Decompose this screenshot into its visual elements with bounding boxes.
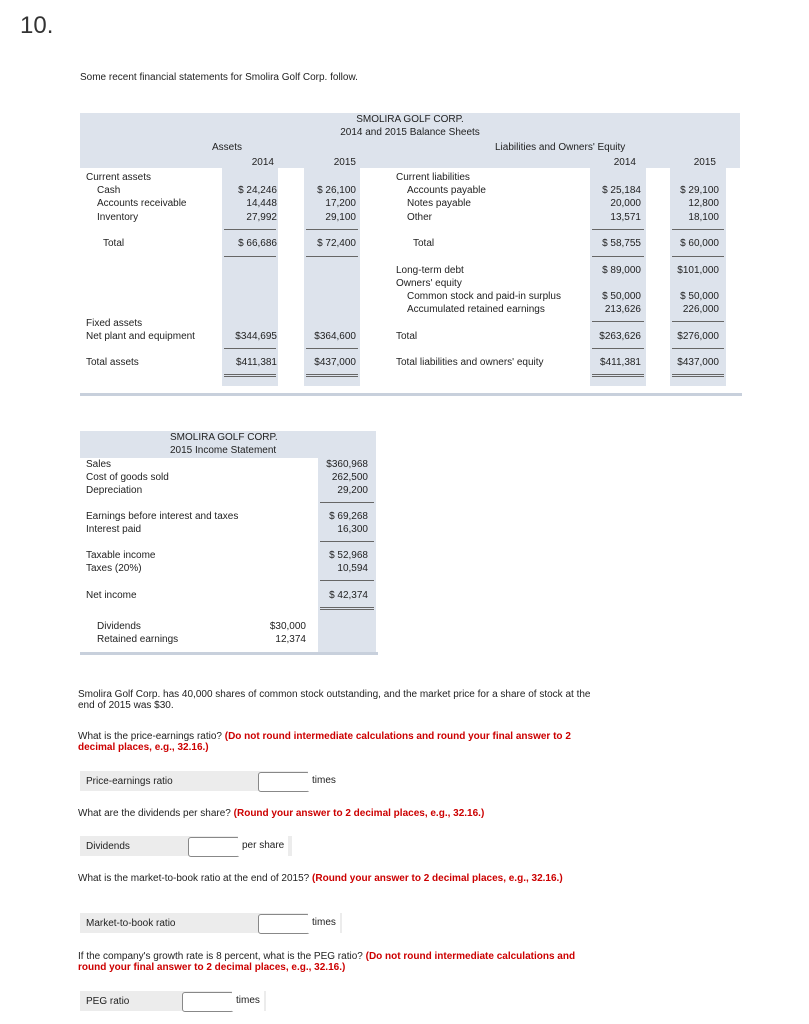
sum-rule: [672, 229, 724, 230]
taxable-label: Taxable income: [86, 550, 156, 561]
ltd-2014: $ 89,000: [602, 265, 641, 276]
sum-rule: [672, 256, 724, 257]
info-text: Smolira Golf Corp. has 40,000 shares of common stock outstanding, and the market price for a share of stock at the end of 2015 was $30.: [78, 689, 591, 711]
other-2015: 18,100: [688, 212, 719, 223]
is-subtitle: 2015 Income Statement: [170, 445, 277, 456]
cogs-value: 262,500: [331, 472, 368, 483]
interest-label: Interest paid: [86, 524, 142, 535]
cash-2015: $ 26,100: [317, 185, 356, 196]
dividends-label: Dividends: [97, 621, 141, 632]
interest-value: 16,300: [337, 524, 368, 535]
dep-label: Depreciation: [86, 485, 143, 496]
bs-title: SMOLIRA GOLF CORP.: [356, 114, 464, 125]
mtb-answer-row: [80, 913, 342, 933]
total-le-2015: $437,000: [677, 357, 719, 368]
cs-2015: $ 50,000: [680, 291, 719, 302]
ltd-label: Long-term debt: [396, 265, 464, 276]
sum-rule: [592, 229, 644, 230]
bs-bottom-rule: [80, 393, 742, 396]
mtb-label: Market-to-book ratio: [86, 918, 176, 929]
sum-rule: [306, 348, 358, 349]
retained-value: 12,374: [275, 634, 306, 645]
bs-subtitle: 2014 and 2015 Balance Sheets: [340, 127, 480, 138]
ltd-2015: $101,000: [677, 265, 719, 276]
mtb-unit: times: [308, 913, 340, 933]
np-2015: 12,800: [688, 198, 719, 209]
inventory-2014: 27,992: [246, 212, 277, 223]
cash-label: Cash: [97, 185, 121, 196]
re-2015: 226,000: [682, 304, 719, 315]
re-label: Accumulated retained earnings: [407, 304, 545, 315]
sum-rule: [320, 502, 374, 503]
ebit-label: Earnings before interest and taxes: [86, 511, 239, 522]
question-1: What is the price-earnings ratio? (Do not round intermediate calculations and round your final answer to 2 decimal places, e.g., 32.16.): [78, 731, 571, 753]
sum-rule: [224, 229, 276, 230]
sum-rule: [592, 321, 644, 322]
taxes-label: Taxes (20%): [86, 563, 142, 574]
liab-header: Liabilities and Owners' Equity: [495, 142, 626, 153]
np-2014: 20,000: [610, 198, 641, 209]
sum-rule: [224, 256, 276, 257]
inventory-label: Inventory: [97, 212, 139, 223]
question-3: What is the market-to-book ratio at the end of 2015? (Round your answer to 2 decimal places, e.g., 32.16.): [78, 873, 563, 884]
year-2015: 2015: [333, 157, 356, 168]
peg-label: PEG ratio: [86, 996, 130, 1007]
current-assets-heading: Current assets: [86, 172, 152, 183]
taxes-value: 10,594: [337, 563, 368, 574]
ap-2015: $ 29,100: [680, 185, 719, 196]
sum-rule: [224, 348, 276, 349]
sum-rule: [592, 348, 644, 349]
total-le-2014: $411,381: [600, 357, 641, 368]
ebit-value: $ 69,268: [329, 511, 368, 522]
ar-label: Accounts receivable: [97, 198, 187, 209]
total-cl-2014: $ 58,755: [602, 238, 641, 249]
sales-value: $360,968: [326, 459, 368, 470]
cogs-label: Cost of goods sold: [86, 472, 169, 483]
total-oe-2015: $276,000: [677, 331, 719, 342]
ar-2015: 17,200: [325, 198, 356, 209]
total-oe-2014: $263,626: [599, 331, 641, 342]
total-rule: [592, 374, 644, 377]
np-label: Notes payable: [407, 198, 471, 209]
total-cl-label: Total: [413, 238, 435, 249]
total-rule: [306, 374, 358, 377]
mtb-input[interactable]: [258, 914, 310, 934]
inventory-2015: 29,100: [325, 212, 356, 223]
total-rule: [224, 374, 276, 377]
dps-answer-row: [80, 836, 292, 856]
question-number: 10.: [20, 12, 54, 39]
npe-2015: $364,600: [314, 331, 356, 342]
sum-rule: [320, 541, 374, 542]
sum-rule: [592, 256, 644, 257]
dep-value: 29,200: [337, 485, 368, 496]
total-ca-2014: $ 66,686: [238, 238, 277, 249]
total-oe-label: Total: [396, 331, 418, 342]
net-label: Net income: [86, 590, 137, 601]
retained-label: Retained earnings: [97, 634, 179, 645]
sum-rule: [306, 256, 358, 257]
npe-2014: $344,695: [235, 331, 277, 342]
total-cl-2015: $ 60,000: [680, 238, 719, 249]
sum-rule: [672, 321, 724, 322]
pe-answer-row: [80, 771, 338, 791]
net-value: $ 42,374: [329, 590, 368, 601]
cs-2014: $ 50,000: [602, 291, 641, 302]
total-assets-2015: $437,000: [314, 357, 356, 368]
cs-label: Common stock and paid-in surplus: [407, 291, 561, 302]
fixed-assets-heading: Fixed assets: [86, 318, 143, 329]
npe-label: Net plant and equipment: [86, 331, 195, 342]
taxable-value: $ 52,968: [329, 550, 368, 561]
peg-unit: times: [232, 991, 264, 1011]
total-ca-2015: $ 72,400: [317, 238, 356, 249]
ap-2014: $ 25,184: [602, 185, 641, 196]
is-title: SMOLIRA GOLF CORP.: [170, 432, 278, 443]
pe-unit: times: [308, 771, 340, 791]
intro-text: Some recent financial statements for Smolira Golf Corp. follow.: [80, 72, 358, 83]
total-assets-label: Total assets: [86, 357, 139, 368]
sales-label: Sales: [86, 459, 112, 470]
pe-label: Price-earnings ratio: [86, 776, 173, 787]
pe-input[interactable]: [258, 772, 310, 792]
total-rule: [672, 374, 724, 377]
question-4: If the company's growth rate is 8 percent, what is the PEG ratio? (Do not round intermediate calculations and round your final answer to 2 decimal places, e.g., 32.16.): [78, 951, 576, 973]
sum-rule: [672, 348, 724, 349]
year-2014: 2014: [251, 157, 274, 168]
current-liab-heading: Current liabilities: [396, 172, 470, 183]
question-2: What are the dividends per share? (Round your answer to 2 decimal places, e.g., 32.16.): [78, 808, 485, 819]
dividends-value: $30,000: [269, 621, 306, 632]
dps-label: Dividends: [86, 841, 130, 852]
other-label: Other: [407, 212, 433, 223]
re-2014: 213,626: [604, 304, 641, 315]
total-ca-label: Total: [103, 238, 125, 249]
peg-answer-row: [80, 991, 266, 1011]
year-2014: 2014: [613, 157, 636, 168]
sum-rule: [306, 229, 358, 230]
dps-unit: per share: [238, 836, 288, 856]
cash-2014: $ 24,246: [238, 185, 277, 196]
other-2014: 13,571: [610, 212, 641, 223]
ap-label: Accounts payable: [407, 185, 486, 196]
total-assets-2014: $411,381: [236, 357, 277, 368]
owners-equity-heading: Owners' equity: [396, 278, 462, 289]
ar-2014: 14,448: [246, 198, 277, 209]
year-2015: 2015: [693, 157, 716, 168]
is-bottom-rule: [80, 652, 378, 655]
dps-input[interactable]: [188, 837, 240, 857]
total-rule: [320, 607, 374, 610]
assets-header: Assets: [212, 142, 243, 153]
peg-input[interactable]: [182, 992, 234, 1012]
sum-rule: [320, 580, 374, 581]
total-le-label: Total liabilities and owners' equity: [396, 357, 544, 368]
